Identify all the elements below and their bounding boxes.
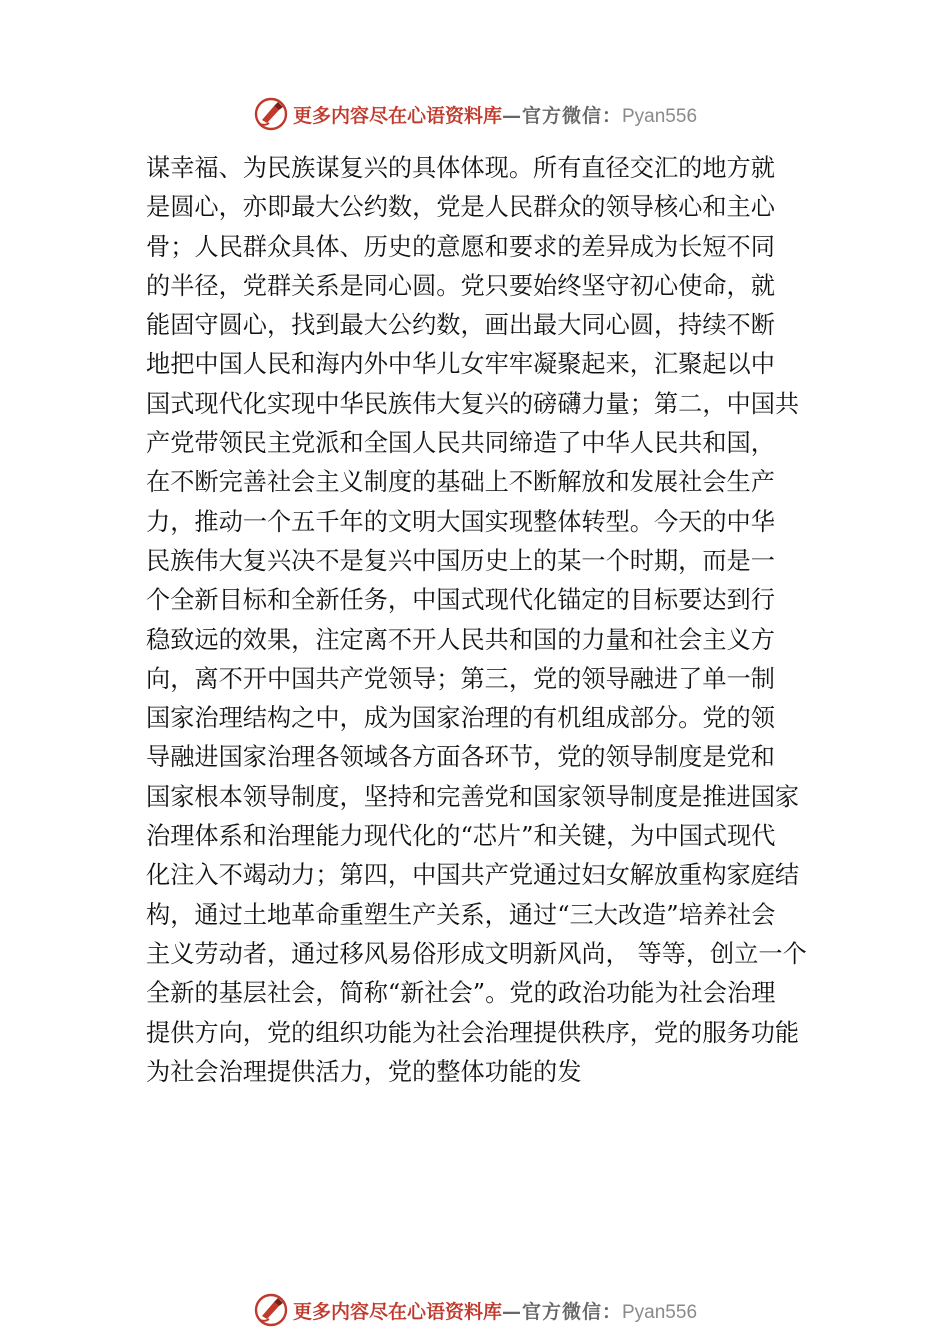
watermark-wechat-id: Pyan556 [622, 1301, 698, 1323]
watermark-dash: — [501, 1300, 522, 1323]
body-line: 向，离不开中国共产党领导；第三，党的领导融进了单一制 [146, 664, 775, 693]
brand-logo-icon [253, 1292, 289, 1328]
body-line: 能固守圆心，找到最大公约数，画出最大同心圆，持续不断 [146, 311, 775, 340]
body-line: 全新的基层社会，简称“新社会”。党的政治功能为社会治理 [146, 979, 776, 1008]
body-line: 地把中国人民和海内外中华儿女牢牢凝聚起来，汇聚起以中 [146, 350, 775, 379]
body-line: 谋幸福、为民族谋复兴的具体体现。所有直径交汇的地方就 [146, 154, 775, 182]
body-line: 构，通过土地革命重塑生产关系，通过“三大改造”培养社会 [146, 900, 776, 929]
body-line: 主义劳动者，通过移风易俗形成文明新风尚， 等等，创立一个 [146, 939, 807, 968]
watermark-text [293, 1297, 697, 1324]
header-watermark-banner [0, 94, 950, 134]
watermark-official: 官方微信： [521, 1300, 622, 1323]
body-line: 力，推动一个五千年的文明大国实现整体转型。今天的中华 [146, 507, 775, 536]
watermark-text [293, 101, 697, 128]
body-line: 的半径，党群关系是同心圆。党只要始终坚守初心使命，就 [146, 271, 775, 300]
watermark-main: 更多内容尽在心语资料库 [292, 104, 502, 127]
body-line: 是圆心，亦即最大公约数，党是人民群众的领导核心和主心 [146, 193, 775, 222]
body-line: 导融进国家治理各领域各方面各环节，党的领导制度是党和 [146, 743, 775, 772]
footer-watermark-banner [0, 1290, 950, 1330]
body-line: 国式现代化实现中华民族伟大复兴的磅礴力量；第二，中国共 [146, 389, 800, 418]
body-line: 民族伟大复兴决不是复兴中国历史上的某一个时期，而是一 [146, 546, 775, 575]
body-line: 骨；人民群众具体、历史的意愿和要求的差异成为长短不同 [146, 232, 775, 261]
watermark-main: 更多内容尽在心语资料库 [292, 1300, 502, 1323]
body-line: 产党带领民主党派和全国人民共同缔造了中华人民共和国， [146, 429, 775, 458]
watermark-dash: — [501, 104, 522, 127]
document-body [146, 149, 826, 1092]
body-line: 化注入不竭动力；第四，中国共产党通过妇女解放重构家庭结 [146, 861, 800, 890]
body-line: 提供方向，党的组织功能为社会治理提供秩序，党的服务功能 [146, 1018, 800, 1047]
body-line: 治理体系和治理能力现代化的“芯片”和关键，为中国式现代 [146, 822, 776, 851]
watermark-official: 官方微信： [521, 104, 622, 127]
brand-logo-icon [253, 96, 289, 132]
body-line: 在不断完善社会主义制度的基础上不断解放和发展社会生产 [146, 468, 775, 497]
body-line: 个全新目标和全新任务，中国式现代化锚定的目标要达到行 [146, 586, 775, 615]
body-line: 稳致远的效果，注定离不开人民共和国的力量和社会主义方 [146, 625, 775, 654]
body-line: 国家根本领导制度，坚持和完善党和国家领导制度是推进国家 [146, 782, 800, 811]
watermark-wechat-id: Pyan556 [622, 105, 698, 127]
body-line: 为社会治理提供活力，党的整体功能的发 [146, 1057, 582, 1086]
body-line: 国家治理结构之中，成为国家治理的有机组成部分。党的领 [146, 704, 775, 733]
